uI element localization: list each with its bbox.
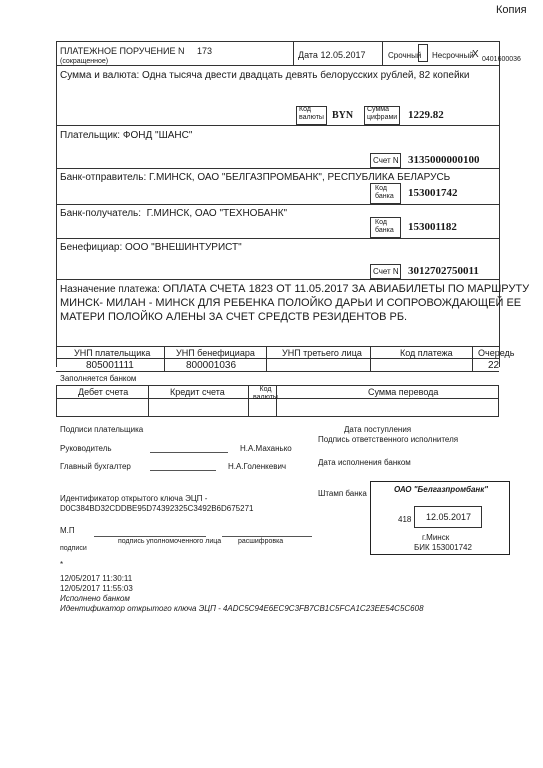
sender-bank-code-label: Код банка <box>375 185 394 200</box>
currency-code-label: Код валюты <box>299 106 324 121</box>
row-divider <box>56 65 499 66</box>
footer-asterisk: * <box>60 560 64 569</box>
footer-time-1: 12/05/2017 11:30:11 <box>60 574 133 583</box>
decoding-line <box>222 536 312 537</box>
payment-purpose-line-3: МАТЕРИ ПОЛОЙКО АЛЕНЫ ЗА СЧЕТ СРЕДСТВ РЕЗИДЕНТОВ РБ. <box>60 311 408 323</box>
chief-accountant-name: Н.А.Голенкевич <box>228 462 287 471</box>
sum-digits: 1229.82 <box>408 109 444 121</box>
urgent-checkbox <box>418 44 428 62</box>
payment-purpose-line-2: МИНСК- МИЛАН - МИНСК ДЛЯ РЕБЕНКА ПОЛОЙКО ДАРЬИ И СОПРОВОЖДАЮЩЕЙ ЕЕ <box>60 297 522 309</box>
document-title: ПЛАТЕЖНОЕ ПОРУЧЕНИЕ N 173 <box>60 46 212 56</box>
row-divider <box>56 358 499 359</box>
row-divider <box>56 371 499 372</box>
row-divider <box>56 168 499 169</box>
row-divider <box>56 204 499 205</box>
nonurgent-mark: X <box>472 49 479 60</box>
document-date: Дата 12.05.2017 <box>298 50 366 60</box>
beneficiary-row: Бенефициар: ООО "ВНЕШИНТУРИСТ" <box>60 242 242 253</box>
currency-code: BYN <box>332 110 354 121</box>
table-header-beneficiary-unp: УНП бенефициара <box>176 348 255 358</box>
table-header-queue: Очередь <box>478 348 515 358</box>
table-header-payer-unp: УНП плательщика <box>74 348 151 358</box>
table-header-third-party-unp: УНП третьего лица <box>282 348 362 358</box>
beneficiary-account-label: Счет N <box>373 267 399 276</box>
payer-unp-value: 805001111 <box>86 360 134 371</box>
form-code: 0401600036 <box>482 56 521 63</box>
chief-accountant-label: Главный бухгалтер <box>60 462 131 471</box>
executor-signature-label: Подпись ответственного исполнителя <box>318 435 459 444</box>
queue-value: 22 <box>488 360 500 371</box>
head-signature-line <box>150 452 228 453</box>
urgent-label: Срочный <box>388 51 422 60</box>
stamp-number: 418 <box>398 515 412 524</box>
transfer-sum-label: Сумма перевода <box>368 387 439 397</box>
execution-date-label: Дата исполнения банком <box>318 458 411 467</box>
footer-time-2: 12/05/2017 11:55:03 <box>60 584 133 593</box>
header-divider <box>293 41 294 65</box>
payer-account: 3135000000100 <box>408 154 480 166</box>
receiver-bank-code-label: Код банка <box>375 219 394 234</box>
amount-row: Сумма и валюта: Одна тысяча двести двадцать девять белорусских рублей, 82 копейки <box>60 70 470 81</box>
table-divider <box>248 385 249 417</box>
stamp-city: г.Минск <box>422 533 450 542</box>
payment-purpose-line-1: Назначение платежа: ОПЛАТА СЧЕТА 1823 ОТ 11.05.2017 ЗА АВИАБИЛЕТЫ ПО МАРШРУТУ <box>60 283 530 295</box>
bank-filled-label: Заполняется банком <box>60 374 137 383</box>
bank-stamp-label: Штамп банка <box>318 489 367 498</box>
stamp-place-label: М.П <box>60 526 75 535</box>
payer-signatures-label: Подписи плательщика <box>60 425 144 434</box>
key-id-value: D0C384BD32CDDBE95D74392325C3492B6D675271 <box>60 504 254 513</box>
footer-executed: Исполнено банком <box>60 594 130 603</box>
nonurgent-label: Несрочный <box>432 51 474 60</box>
stamp-date: 12.05.2017 <box>426 512 472 522</box>
sum-digits-label: Сумма цифрами <box>367 106 398 121</box>
stamp-bank-name: ОАО "Белгазпромбанк" <box>394 485 489 494</box>
stamp-bic: БИК 153001742 <box>414 543 472 552</box>
bank-currency-code-label: Код валюты <box>253 386 278 401</box>
authorized-signature-caption: подпись уполномоченного лица <box>118 538 222 545</box>
sender-bank-row: Банк-отправитель: Г.МИНСК, ОАО "БЕЛГАЗПРОМБАНК", РЕСПУБЛИКА БЕЛАРУСЬ <box>60 172 451 183</box>
credit-account-label: Кредит счета <box>170 387 225 397</box>
row-divider <box>56 279 499 280</box>
head-label: Руководитель <box>60 444 112 453</box>
sender-bank-code: 153001742 <box>408 187 458 199</box>
receipt-date-label: Дата поступления <box>344 425 412 434</box>
beneficiary-unp-value: 800001036 <box>186 360 237 371</box>
footer-key-line: Идентификатор открытого ключа ЭЦП - 4ADC5C94E6EC9C3FB7CB1C5FCA1C23EE54C5C608 <box>60 604 424 613</box>
header-divider <box>382 41 383 65</box>
receiver-bank-row: Банк-получатель: Г.МИНСК, ОАО "ТЕХНОБАНК" <box>60 208 288 219</box>
row-divider <box>56 125 499 126</box>
key-id-label: Идентификатор открытого ключа ЭЦП - <box>60 494 208 503</box>
decoding-caption: расшифровка <box>238 538 284 545</box>
row-divider <box>56 346 499 347</box>
table-header-payment-code: Код платежа <box>400 348 453 358</box>
receiver-bank-code: 153001182 <box>408 221 457 233</box>
payer-row: Плательщик: ФОНД "ШАНС" <box>60 130 193 141</box>
authorized-signature-line <box>94 536 206 537</box>
form-right-border <box>499 41 500 367</box>
row-divider <box>56 238 499 239</box>
beneficiary-account: 3012702750011 <box>408 265 479 277</box>
copy-label: Копия <box>496 4 527 16</box>
document-subtitle: (сокращенное) <box>60 58 109 65</box>
debit-account-label: Дебет счета <box>78 387 129 397</box>
table-divider <box>148 385 149 417</box>
signatures-small-label: подписи <box>60 545 87 552</box>
head-name: Н.А.Маханько <box>240 444 292 453</box>
chief-accountant-signature-line <box>150 470 216 471</box>
form-top-border <box>56 41 499 42</box>
payer-account-label: Счет N <box>373 156 399 165</box>
